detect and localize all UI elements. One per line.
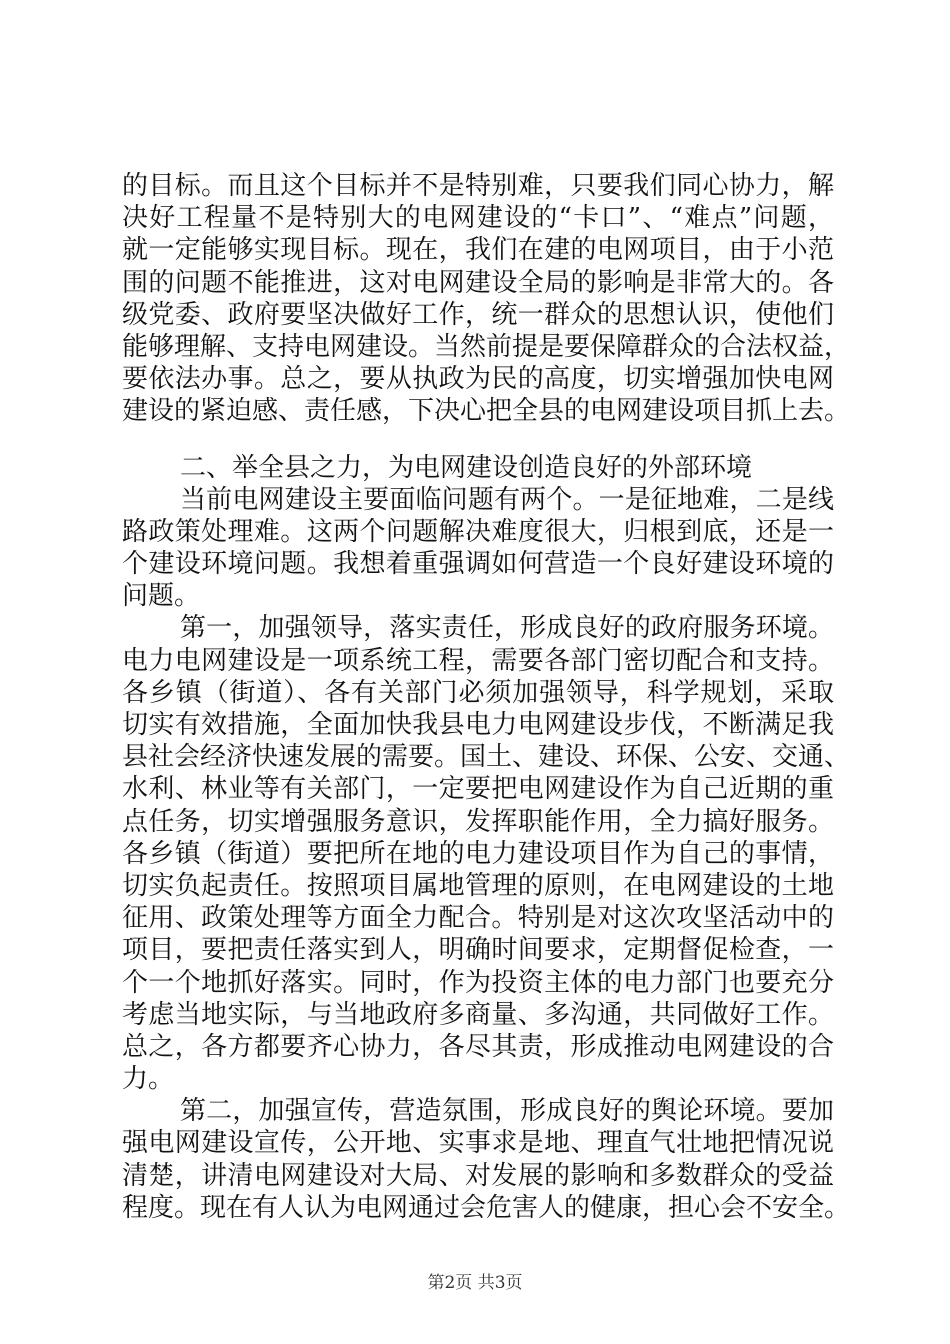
text-line: 要依法办事。总之，要从执政为民的高度，切实增强加快电网 xyxy=(122,364,834,395)
text-line: 电力电网建设是一项系统工程，需要各部门密切配合和支持。 xyxy=(122,645,834,676)
text-line: 的目标。而且这个目标并不是特别难，只要我们同心协力，解 xyxy=(122,171,834,201)
text-line: 路政策处理难。这两个问题解决难度很大，归根到底，还是一 xyxy=(122,516,834,547)
text-line: 决好工程量不是特别大的电网建设的“卡口”、“难点”问题， xyxy=(122,203,834,234)
text-line: 当前电网建设主要面临问题有两个。一是征地难，二是线 xyxy=(180,484,834,515)
text-line: 征用、政策处理等方面全力配合。特别是对这次攻坚活动中的 xyxy=(122,903,834,934)
text-line: 县社会经济快速发展的需要。国土、建设、环保、公安、交通、 xyxy=(122,742,851,773)
text-line: 切实有效措施，全面加快我县电力电网建设步伐，不断满足我 xyxy=(122,710,834,740)
section-heading: 二、举全县之力，为电网建设创造良好的外部环境 xyxy=(180,452,753,483)
text-line: 围的问题不能推进，这对电网建设全局的影响是非常大的。各 xyxy=(122,267,834,298)
text-line: 水利、林业等有关部门，一定要把电网建设作为自己近期的重 xyxy=(122,774,834,805)
text-line: 各乡镇（街道）、各有关部门必须加强领导，科学规划，采取 xyxy=(122,677,834,708)
paragraph-1 xyxy=(122,170,851,428)
paragraph-2 xyxy=(122,484,834,613)
text-line: 项目，要把责任落实到人，明确时间要求，定期督促检查，一 xyxy=(122,935,834,966)
text-line: 个一个地抓好落实。同时，作为投资主体的电力部门也要充分 xyxy=(122,967,834,998)
text-line: 各乡镇（街道）要把所在地的电力建设项目作为自己的事情， xyxy=(122,838,834,869)
body-text xyxy=(122,170,851,1224)
page-number-footer: 第2页 共3页 xyxy=(427,1273,523,1293)
text-line: 建设的紧迫感、责任感，下决心把全县的电网建设项目抓上去。 xyxy=(122,396,851,427)
paragraph-gap xyxy=(122,428,834,452)
text-line: 能够理解、支持电网建设。当然前提是要保障群众的合法权益， xyxy=(122,331,851,362)
text-line: 强电网建设宣传，公开地、实事求是地、理直气壮地把情况说 xyxy=(122,1128,834,1159)
text-line: 第一，加强领导，落实责任，形成良好的政府服务环境。 xyxy=(180,613,834,644)
text-line: 程度。现在有人认为电网通过会危害人的健康，担心会不安全。 xyxy=(122,1192,851,1223)
text-line: 总之，各方都要齐心协力，各尽其责，形成推动电网建设的合 xyxy=(122,1031,834,1062)
text-line: 第二，加强宣传，营造氛围，形成良好的舆论环境。要加 xyxy=(180,1096,834,1127)
paragraph-3 xyxy=(122,612,851,1095)
text-line: 问题。 xyxy=(122,581,201,612)
text-line: 切实负起责任。按照项目属地管理的原则，在电网建设的土地 xyxy=(122,870,834,901)
text-line: 级党委、政府要坚决做好工作，统一群众的思想认识，使他们 xyxy=(122,299,834,330)
text-line: 点任务，切实增强服务意识，发挥职能作用，全力搞好服务。 xyxy=(122,806,834,837)
text-line: 力。 xyxy=(122,1064,175,1095)
paragraph-4 xyxy=(122,1095,851,1224)
text-line: 就一定能够实现目标。现在，我们在建的电网项目，由于小范 xyxy=(122,235,834,266)
text-line: 个建设环境问题。我想着重强调如何营造一个良好建设环境的 xyxy=(122,549,834,580)
text-line: 考虑当地实际，与当地政府多商量、多沟通，共同做好工作。 xyxy=(122,999,834,1030)
text-line: 清楚，讲清电网建设对大局、对发展的影响和多数群众的受益 xyxy=(122,1160,834,1191)
